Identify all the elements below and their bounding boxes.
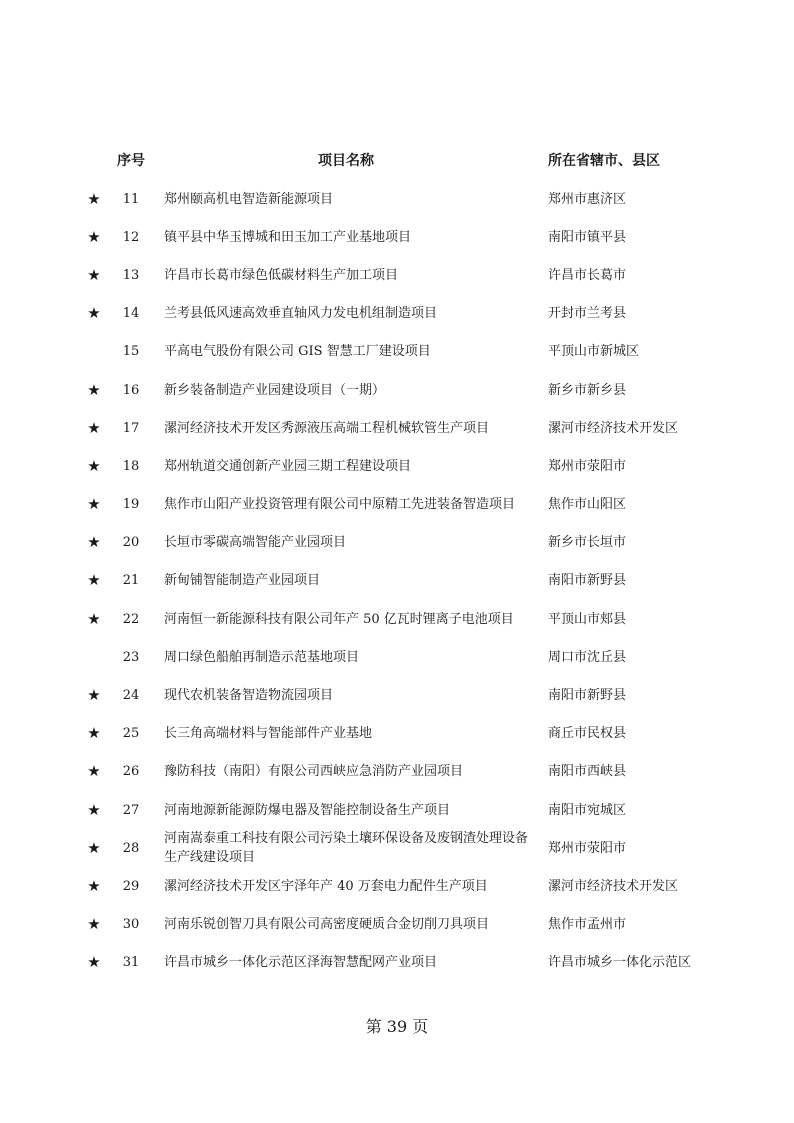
table-row [80,600,714,638]
serial-number: 11 [122,191,140,207]
serial-number: 31 [122,955,140,971]
serial-number: 30 [122,917,140,933]
project-name: 现代农机装备智造物流园项目 [164,688,334,704]
serial-number: 20 [122,535,140,551]
project-location: 焦作市孟州市 [548,917,627,933]
table-row [80,371,714,409]
project-location: 许昌市城乡一体化示范区 [548,955,692,971]
serial-number: 22 [122,611,140,627]
serial-number: 12 [122,229,140,245]
project-name: 周口绿色船舶再制造示范基地项目 [164,649,360,665]
project-location: 郑州市荥阳市 [548,458,627,474]
star-icon: ★ [87,609,101,628]
location-header: 所在省辖市、县区 [548,153,660,169]
serial-number: 21 [122,573,140,589]
table-row [80,676,714,714]
star-icon: ★ [87,953,101,972]
serial-number: 29 [122,878,140,894]
project-location: 焦作市山阳区 [548,497,627,513]
table-row [80,524,714,562]
serial-number: 26 [122,764,140,780]
project-name: 长垣市零碳高端智能产业园项目 [164,535,347,551]
star-icon: ★ [87,686,101,705]
star-icon: ★ [87,265,101,284]
project-name: 焦作市山阳产业投资管理有限公司中原精工先进装备智造项目 [164,497,516,513]
project-table [80,140,714,982]
project-location: 南阳市新野县 [548,573,627,589]
table-row [80,906,714,944]
page-number: 第 39 页 [365,1017,429,1036]
project-name: 漯河经济技术开发区秀源液压高端工程机械软管生产项目 [164,420,490,436]
project-location: 新乡市新乡县 [548,382,627,398]
serial-number: 15 [122,344,140,360]
table-row [80,753,714,791]
project-location: 漯河市经济技术开发区 [548,878,679,894]
serial-number: 27 [122,802,140,818]
project-location: 郑州市惠济区 [548,191,627,207]
serial-number: 14 [122,306,140,322]
star-icon [80,638,108,676]
table-row [80,867,714,905]
project-name: 漯河经济技术开发区宇泽年产 40 万套电力配件生产项目 [164,878,488,894]
star-icon: ★ [87,724,101,743]
serial-number: 24 [122,688,140,704]
table-row [80,486,714,524]
table-row [80,638,714,676]
project-location: 周口市沈丘县 [548,649,627,665]
star-icon: ★ [87,800,101,819]
table-row [80,180,714,218]
project-name: 河南恒一新能源科技有限公司年产 50 亿瓦时锂离子电池项目 [164,611,514,627]
project-location: 新乡市长垣市 [548,535,627,551]
project-location: 平顶山市新城区 [548,344,640,360]
project-location: 许昌市长葛市 [548,267,627,283]
star-icon: ★ [87,304,101,323]
project-name-header: 项目名称 [318,153,374,169]
project-location: 南阳市宛城区 [548,802,627,818]
serial-number: 19 [122,497,140,513]
star-icon: ★ [87,762,101,781]
project-name: 平高电气股份有限公司 GIS 智慧工厂建设项目 [164,344,431,360]
table-row [80,333,714,371]
table-row [80,447,714,485]
project-location: 郑州市荥阳市 [548,840,627,856]
star-icon: ★ [87,495,101,514]
project-name: 新乡装备制造产业园建设项目（一期） [164,382,386,398]
project-location: 漯河市经济技术开发区 [548,420,679,436]
star-icon [80,333,108,371]
star-icon: ★ [87,838,101,857]
serial-number: 16 [122,382,140,398]
serial-number-header: 序号 [117,153,145,169]
star-icon: ★ [87,418,101,437]
project-name: 河南嵩泰重工科技有限公司污染土壤环保设备及废钢渣处理设备生产线建设项目 [164,831,529,866]
star-icon: ★ [87,227,101,246]
star-icon: ★ [87,915,101,934]
project-name: 镇平县中华玉博城和田玉加工产业基地项目 [164,229,412,245]
project-location: 南阳市西峡县 [548,764,627,780]
project-name: 豫防科技（南阳）有限公司西峡应急消防产业园项目 [164,764,464,780]
table-row [80,829,714,867]
project-location: 南阳市新野县 [548,688,627,704]
table-header-row [80,140,714,180]
star-icon: ★ [87,533,101,552]
project-name: 许昌市长葛市绿色低碳材料生产加工项目 [164,267,399,283]
project-name: 郑州颐高机电智造新能源项目 [164,191,334,207]
project-name: 郑州轨道交通创新产业园三期工程建设项目 [164,458,412,474]
project-name: 长三角高端材料与智能部件产业基地 [164,726,373,742]
project-location: 开封市兰考县 [548,306,627,322]
table-row [80,944,714,982]
serial-number: 17 [122,420,140,436]
serial-number: 13 [122,267,140,283]
project-name: 兰考县低风速高效垂直轴风力发电机组制造项目 [164,306,438,322]
project-location: 南阳市镇平县 [548,229,627,245]
project-name: 许昌市城乡一体化示范区泽海智慧配网产业项目 [164,955,438,971]
serial-number: 28 [122,840,140,856]
table-row [80,562,714,600]
star-icon: ★ [87,571,101,590]
table-row [80,256,714,294]
table-row [80,409,714,447]
table-row [80,218,714,256]
project-name: 河南地源新能源防爆电器及智能控制设备生产项目 [164,802,451,818]
project-name: 新甸铺智能制造产业园项目 [164,573,321,589]
project-location: 商丘市民权县 [548,726,627,742]
serial-number: 23 [122,649,140,665]
serial-number: 25 [122,726,140,742]
star-icon: ★ [87,189,101,208]
star-icon: ★ [87,380,101,399]
table-row [80,715,714,753]
table-row [80,295,714,333]
star-icon: ★ [87,876,101,895]
project-name: 河南乐锐创智刀具有限公司高密度硬质合金切削刀具项目 [164,917,490,933]
star-column-header [80,140,108,180]
serial-number: 18 [122,458,140,474]
star-icon: ★ [87,456,101,475]
project-location: 平顶山市郏县 [548,611,627,627]
table-row [80,791,714,829]
